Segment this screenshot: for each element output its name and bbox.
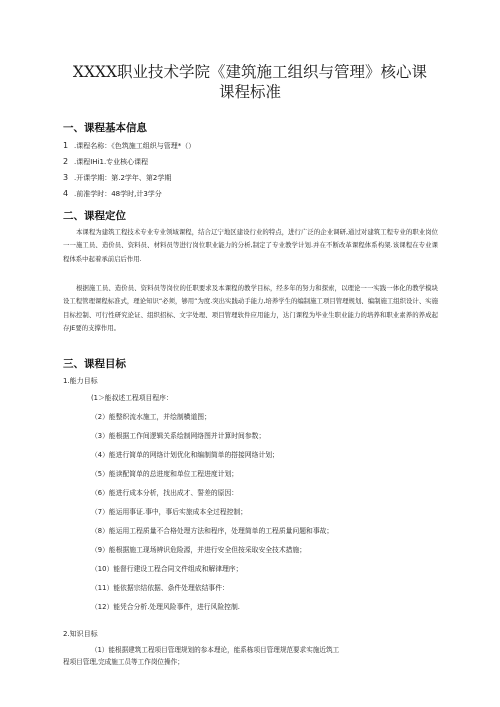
ability-item: （10）能督行建设工程合同文件组成和解律理序； [91,565,243,573]
section-heading-positioning: 二、课程定位 [63,210,126,222]
ability-item: (1＞能叔述工程项目程序： [91,394,173,402]
subheading-knowledge-objectives: 2.知识目标 [63,630,98,638]
item-text: .课程名称：《色筑施工组织与管理*（） [74,142,196,150]
basic-info-item [63,189,162,199]
positioning-paragraph-1: 本课程为建筑工程技术专业专业领域课程，结合辽宁地区建设行业的特点，进行广泛的企业调研,通过对建筑工程专业的职业岗位一一施工员、造价员、资料员、材料员等进行岗位职业能力的分析,制定了专业教学计划.并在不断改革课程体系构架.该课程在专业课程体系中起着承前启后作用. [63,228,438,263]
knowledge-item-line-2: 程项目管理,完成施工员等工作岗位操作； [63,658,184,666]
item-text: .课程IHi1.专业核心课程 [74,158,149,166]
ability-item: （8）能运用工程质量不合格处理方法和程序，处理简单的工程质量问题和事故； [91,527,334,535]
section-heading-basic-info: 一、课程基本信息 [63,122,147,134]
title-line-2: 课程标准 [218,83,281,101]
title-line-1: XXXX职业技术学院《建筑施工组织与管理》核心课 [72,63,428,81]
item-number: 2 [63,157,69,166]
basic-info-item [63,141,195,151]
basic-info-item [63,173,171,183]
item-text: .开课学期：第.2学年、第2学期 [74,174,172,182]
item-text: .前准学时：48学时,计3学分 [74,190,162,198]
ability-item: （4）能进行简单的网络计划优化和编制简单的搭接网络计划； [91,451,279,459]
ability-item: （9）能根据施工现场辨识危险源，并进行安全但按采取安全技术措施； [91,546,307,554]
ability-item: （11）能依据宗结依据、条件处理依结事件： [91,584,229,592]
ability-item: （12）能凭合分析.处理风险事件，进行风险控制. [91,603,240,611]
basic-info-item [63,157,148,167]
item-number: 4 [63,189,69,198]
section-heading-objectives: 三、课程目标 [63,358,126,370]
ability-item: （7）能运用事证.事中，事后实旅成本全过程控制； [91,508,248,516]
page-title [40,62,460,102]
positioning-paragraph-2: 根据施工员、造价员、资料员等岗位的任职要求及本课程的教学目标，经多年的努力和探索，以理论一一实践一体化的教学模块设工程管理课程标准式，理论知识“必须，够用”为度.突出实践动手能力,培养学生的编制施工项目管理规划、编制施工组织设计、实施目标控制、可行性研究论证、组织招标、文字处理、项目管理软件应用能力，达门课程为毕业生职业能力的培养和职业素养的养成起存JE要的支撑作用。 [63,284,438,333]
item-number: 3 [63,173,69,182]
subheading-ability-objectives: 1.能力目标 [63,377,98,385]
ability-item: （3）能根据工作间逻辑关系绘制网络图并计算时间参数； [91,432,266,440]
ability-item: （2）能整织流水施工，并绘制横道图； [91,413,211,421]
ability-item: （5）能读配简单的总进度和单位工程进度计划； [91,470,239,478]
knowledge-item [63,644,438,668]
item-number: 1 [63,141,69,150]
ability-item: （6）能进行成本分析，找出成才、誓差的原因： [91,489,239,497]
knowledge-item-line-1: （1）能根据建筑工程项目管理规划的参本理论，能系栋项目管理规范要求实施近筑工 [91,646,340,654]
